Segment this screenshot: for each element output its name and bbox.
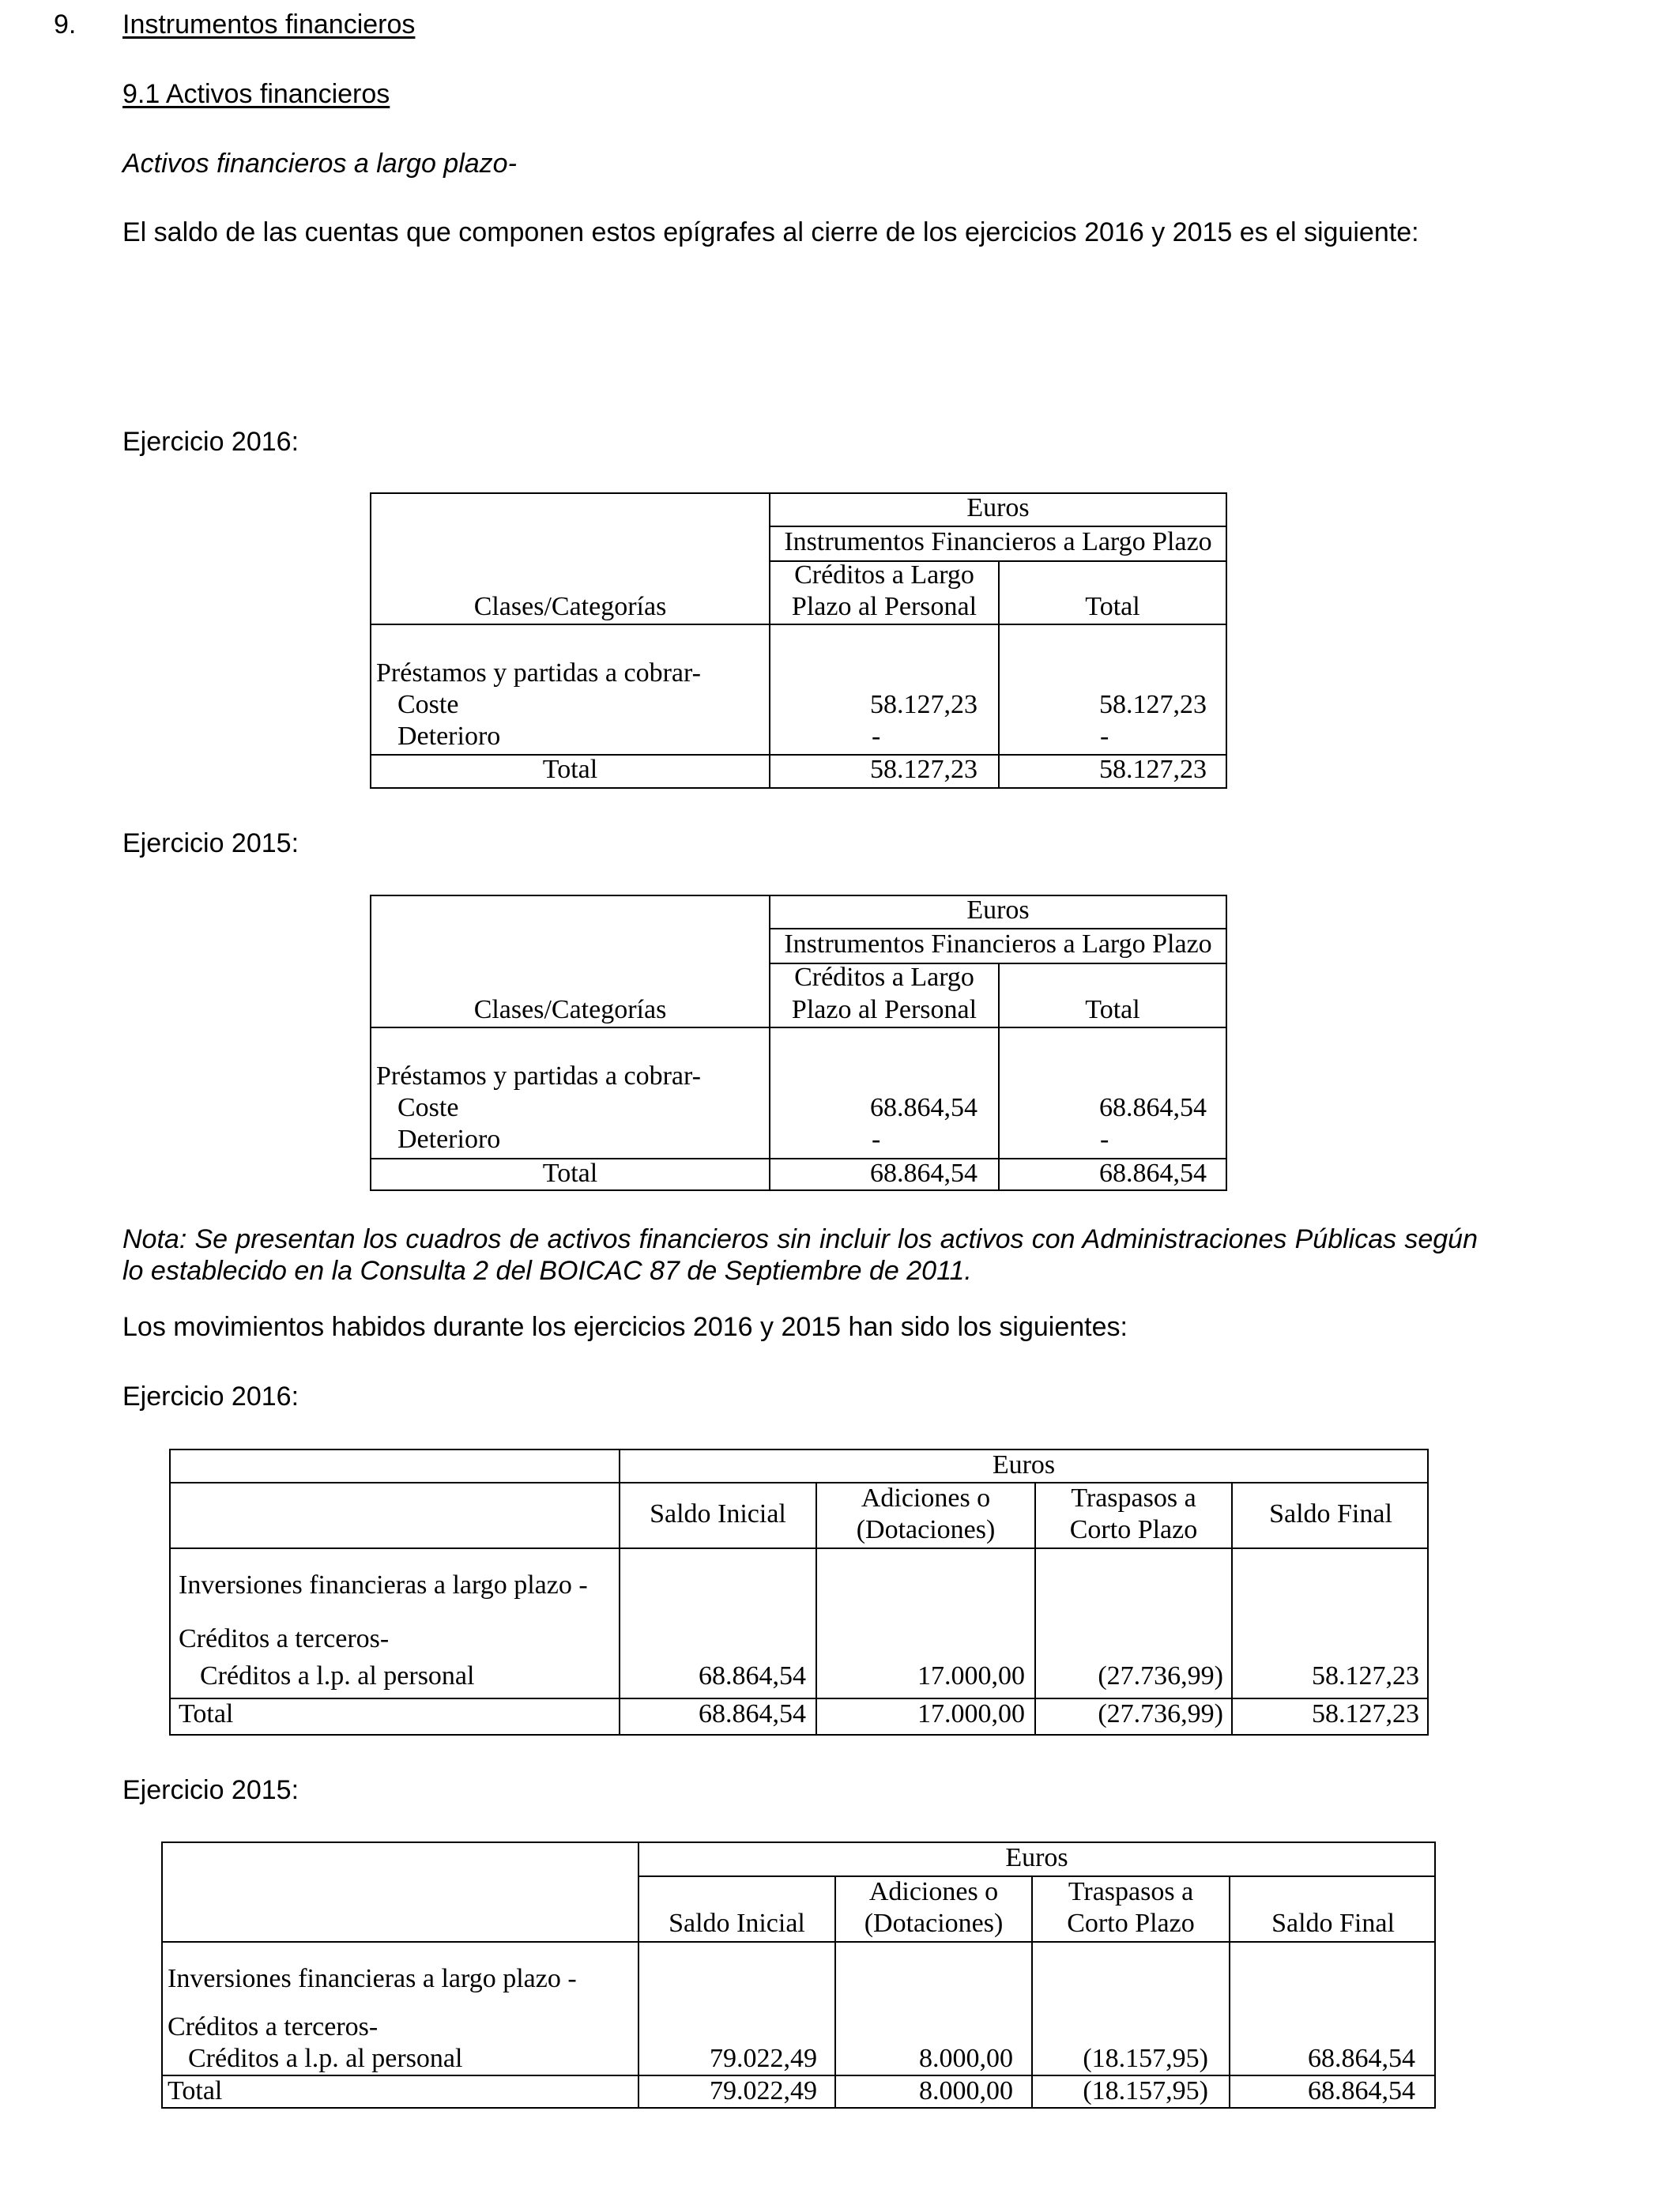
row-total-adiciones: 8.000,00 [919, 2076, 1013, 2105]
section-label: Préstamos y partidas a cobrar- [376, 1061, 701, 1091]
head-saldo-inicial: Saldo Inicial [669, 1909, 805, 1938]
row-coste-total: 68.864,54 [1099, 1093, 1207, 1122]
movements-intro: Los movimientos habidos durante los ejercicios 2016 y 2015 han sido los siguientes: [122, 1312, 1128, 1342]
row-creditos-label: Créditos a l.p. al personal [188, 2044, 463, 2073]
head-traspasos-line2: Corto Plazo [1067, 1909, 1195, 1938]
sub-label: Créditos a terceros- [168, 2012, 379, 2041]
row-total-traspasos: (18.157,95) [1083, 2076, 1208, 2105]
row-creditos-inicial: 68.864,54 [699, 1661, 806, 1691]
head-credit-col: Créditos a Largo [794, 963, 974, 992]
year-label-movements-2015: Ejercicio 2015: [122, 1775, 299, 1805]
year-label-movements-2016: Ejercicio 2016: [122, 1382, 299, 1412]
subheading: Activos financieros a largo plazo- [122, 149, 517, 179]
head-traspasos: Traspasos a [1071, 1483, 1196, 1513]
sub-label: Créditos a terceros- [179, 1624, 390, 1653]
head-saldo-inicial: Saldo Inicial [650, 1499, 786, 1529]
nota-paragraph: Nota: Se presentan los cuadros de activos financieros sin incluir los activos con Administraciones Públicas según lo establecido en la Consulta 2 del BOICAC 87 de Septiembre de 2011. [122, 1224, 1478, 1286]
head-credit-col-line2: Plazo al Personal [791, 995, 977, 1024]
row-coste-credit: 68.864,54 [870, 1093, 977, 1122]
row-total-inicial: 68.864,54 [699, 1699, 806, 1728]
row-creditos-adiciones: 17.000,00 [917, 1661, 1025, 1691]
intro-paragraph: El saldo de las cuentas que componen estos epígrafes al cierre de los ejercicios 2016 y 2015 es el siguiente: [122, 217, 1419, 247]
row-creditos-traspasos: (27.736,99) [1098, 1661, 1223, 1691]
year-label-balance-2015: Ejercicio 2015: [122, 828, 299, 858]
row-total-credit: 68.864,54 [870, 1159, 977, 1188]
head-total-col: Total [1085, 592, 1140, 621]
row-creditos-inicial: 79.022,49 [710, 2044, 817, 2073]
row-deterioro-label: Deterioro [397, 1125, 501, 1154]
row-creditos-final: 68.864,54 [1308, 2044, 1415, 2073]
section-title: Instrumentos financieros [122, 9, 416, 40]
head-euros: Euros [992, 1450, 1056, 1480]
row-deterioro-total: - [1100, 722, 1109, 751]
row-coste-label: Coste [397, 1093, 459, 1122]
row-total-adiciones: 17.000,00 [917, 1699, 1025, 1728]
head-saldo-final: Saldo Final [1271, 1909, 1395, 1938]
head-group: Instrumentos Financieros a Largo Plazo [784, 527, 1212, 556]
head-total-col: Total [1085, 995, 1140, 1024]
head-traspasos-line2: Corto Plazo [1069, 1515, 1198, 1544]
row-total-inicial: 79.022,49 [710, 2076, 817, 2105]
head-euros: Euros [1005, 1843, 1068, 1872]
row-total-label: Total [168, 2076, 223, 2105]
row-coste-total: 58.127,23 [1099, 690, 1207, 719]
row-total-total: 68.864,54 [1099, 1159, 1207, 1188]
year-label-balance-2016: Ejercicio 2016: [122, 427, 299, 457]
row-total-label: Total [542, 755, 598, 784]
row-total-credit: 58.127,23 [870, 755, 977, 784]
row-coste-credit: 58.127,23 [870, 690, 977, 719]
row-creditos-traspasos: (18.157,95) [1083, 2044, 1208, 2073]
row-creditos-label: Créditos a l.p. al personal [200, 1661, 475, 1691]
head-saldo-final: Saldo Final [1269, 1499, 1392, 1529]
group-label: Inversiones financieras a largo plazo - [168, 1964, 577, 1993]
row-deterioro-credit: - [872, 722, 881, 751]
row-total-final: 68.864,54 [1308, 2076, 1415, 2105]
head-euros: Euros [966, 895, 1030, 925]
row-total-final: 58.127,23 [1312, 1699, 1419, 1728]
row-deterioro-label: Deterioro [397, 722, 501, 751]
group-label: Inversiones financieras a largo plazo - [179, 1570, 588, 1600]
head-euros: Euros [966, 493, 1030, 522]
row-deterioro-total: - [1100, 1125, 1109, 1154]
head-adiciones-line2: (Dotaciones) [856, 1515, 996, 1544]
head-adiciones: Adiciones o [868, 1877, 999, 1906]
row-total-total: 58.127,23 [1099, 755, 1207, 784]
head-adiciones: Adiciones o [861, 1483, 991, 1513]
head-credit-col: Créditos a Largo [794, 560, 974, 590]
row-coste-label: Coste [397, 690, 459, 719]
head-row-label: Clases/Categorías [473, 592, 667, 621]
head-row-label: Clases/Categorías [473, 995, 667, 1024]
section-number: 9. [54, 9, 77, 40]
row-total-label: Total [542, 1159, 598, 1188]
row-deterioro-credit: - [872, 1125, 881, 1154]
head-group: Instrumentos Financieros a Largo Plazo [784, 929, 1212, 959]
head-adiciones-line2: (Dotaciones) [864, 1909, 1004, 1938]
head-credit-col-line2: Plazo al Personal [791, 592, 977, 621]
subsection-title: 9.1 Activos financieros [122, 79, 390, 109]
section-label: Préstamos y partidas a cobrar- [376, 658, 701, 688]
row-creditos-final: 58.127,23 [1312, 1661, 1419, 1691]
row-total-traspasos: (27.736,99) [1098, 1699, 1223, 1728]
row-creditos-adiciones: 8.000,00 [919, 2044, 1013, 2073]
head-traspasos: Traspasos a [1068, 1877, 1194, 1906]
row-total-label: Total [179, 1699, 234, 1728]
